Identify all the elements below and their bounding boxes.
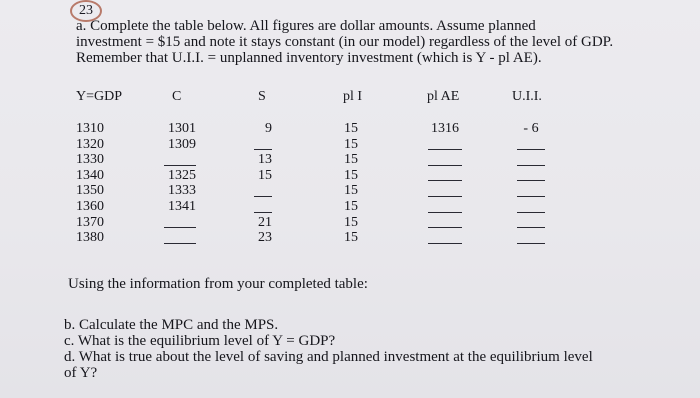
using-text: Using the information from your completed table: — [68, 276, 368, 292]
consumption-blank — [164, 152, 196, 168]
intro-line: Remember that U.I.I. = unplanned inventory investment (which is Y - pl AE). — [76, 50, 542, 66]
planned-ae-blank — [428, 230, 462, 246]
saving-blank — [254, 137, 272, 153]
column-pl-i — [340, 121, 358, 246]
gdp-cell: 1310 — [76, 121, 104, 136]
uii-blank — [517, 215, 545, 231]
planned-investment-cell: 15 — [344, 152, 358, 168]
saving-cell: 15 — [258, 167, 272, 183]
uii-blank — [517, 183, 545, 199]
planned-investment-cell: 15 — [344, 183, 358, 199]
planned-ae-blank — [428, 183, 462, 199]
gdp-cell: 1320 — [76, 136, 104, 152]
consumption-cell: 1309 — [168, 136, 196, 152]
uii-blank — [517, 230, 545, 246]
planned-ae-blank — [428, 199, 462, 215]
question-d-continued: of Y? — [64, 365, 98, 381]
saving-cell: 9 — [265, 121, 272, 136]
planned-ae-blank — [428, 137, 462, 153]
saving-cell: 23 — [258, 230, 272, 246]
problem-intro — [76, 18, 676, 66]
uii-blank — [517, 199, 545, 215]
gdp-cell: 1360 — [76, 198, 104, 214]
uii-blank — [517, 168, 545, 184]
question-b: b. Calculate the MPC and the MPS. — [64, 317, 279, 333]
planned-investment-cell: 15 — [344, 230, 358, 246]
gdp-cell: 1380 — [76, 230, 104, 246]
saving-cell: 13 — [258, 152, 272, 168]
header-pl-ae: pl AE — [427, 89, 460, 104]
saving-blank — [254, 199, 272, 215]
planned-ae-blank — [428, 168, 462, 184]
planned-investment-cell: 15 — [344, 198, 358, 214]
column-pl-ae — [428, 121, 462, 246]
uii-cell: - 6 — [523, 121, 539, 136]
planned-ae-blank — [428, 152, 462, 168]
gdp-cell: 1350 — [76, 183, 104, 199]
column-c — [164, 121, 196, 246]
consumption-cell: 1333 — [168, 183, 196, 199]
gdp-cell: 1340 — [76, 167, 104, 183]
question-c: c. What is the equilibrium level of Y = GDP? — [64, 333, 336, 349]
header-c: C — [172, 89, 182, 104]
planned-investment-cell: 15 — [344, 136, 358, 152]
saving-blank — [254, 183, 272, 199]
intro-line: investment = $15 and note it stays constant (in our model) regardless of the level of GDP. — [76, 34, 614, 50]
planned-investment-cell: 15 — [344, 214, 358, 230]
column-uii — [517, 121, 545, 246]
header-y-gdp: Y=GDP — [76, 89, 123, 104]
gdp-cell: 1330 — [76, 152, 104, 168]
header-pl-i: pl I — [343, 89, 363, 104]
intro-line: a. Complete the table below. All figures are dollar amounts. Assume planned — [76, 18, 536, 34]
consumption-blank — [164, 215, 196, 231]
uii-blank — [517, 152, 545, 168]
planned-ae-blank — [428, 215, 462, 231]
consumption-cell: 1325 — [168, 167, 196, 183]
question-d: d. What is true about the level of saving and planned investment at the equilibrium level — [64, 349, 593, 365]
consumption-cell: 1341 — [168, 198, 196, 214]
consumption-cell: 1301 — [168, 121, 196, 136]
planned-ae-cell: 1316 — [431, 121, 459, 136]
planned-investment-cell: 15 — [344, 121, 358, 136]
consumption-blank — [164, 230, 196, 246]
planned-investment-cell: 15 — [344, 167, 358, 183]
uii-blank — [517, 137, 545, 153]
gdp-cell: 1370 — [76, 214, 104, 230]
column-y-gdp — [76, 121, 116, 246]
header-uii: U.I.I. — [512, 89, 542, 104]
saving-cell: 21 — [258, 214, 272, 230]
problem-number: 23 — [70, 0, 102, 22]
column-s — [254, 121, 272, 246]
header-s: S — [258, 89, 266, 104]
